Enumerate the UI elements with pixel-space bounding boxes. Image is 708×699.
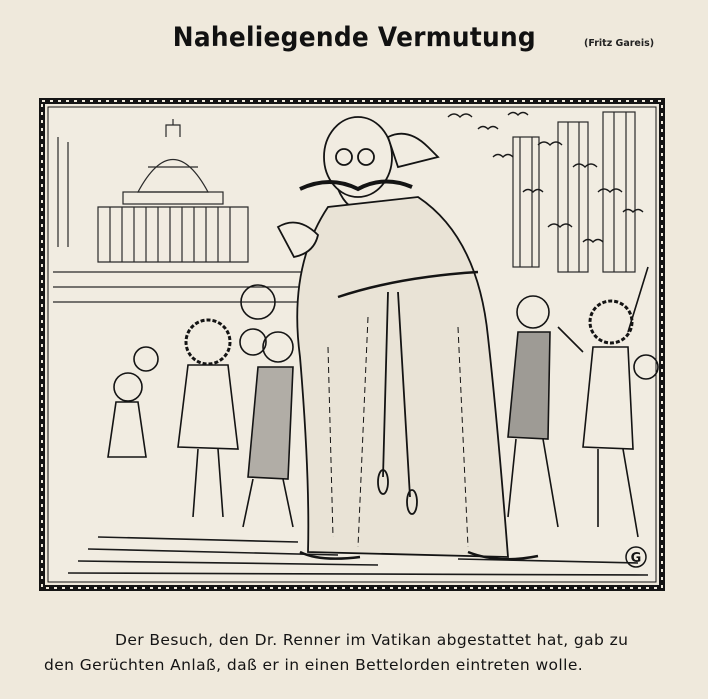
cartoon-illustration <box>38 97 666 592</box>
artist-credit: (Fritz Gareis) <box>584 38 655 49</box>
monogram-letter: G <box>630 551 642 566</box>
caption-line-2: den Gerüchten Anlaß, daß er in einen Bettelorden eintreten wolle. <box>44 656 584 674</box>
cartoon-title-text: Naheliegende Vermutung <box>172 22 536 53</box>
cartoon-caption <box>44 628 672 678</box>
caption-line-1: Der Besuch, den Dr. Renner im Vatikan abgestattet hat, gab zu <box>115 631 629 649</box>
illustration-frame <box>38 97 666 592</box>
